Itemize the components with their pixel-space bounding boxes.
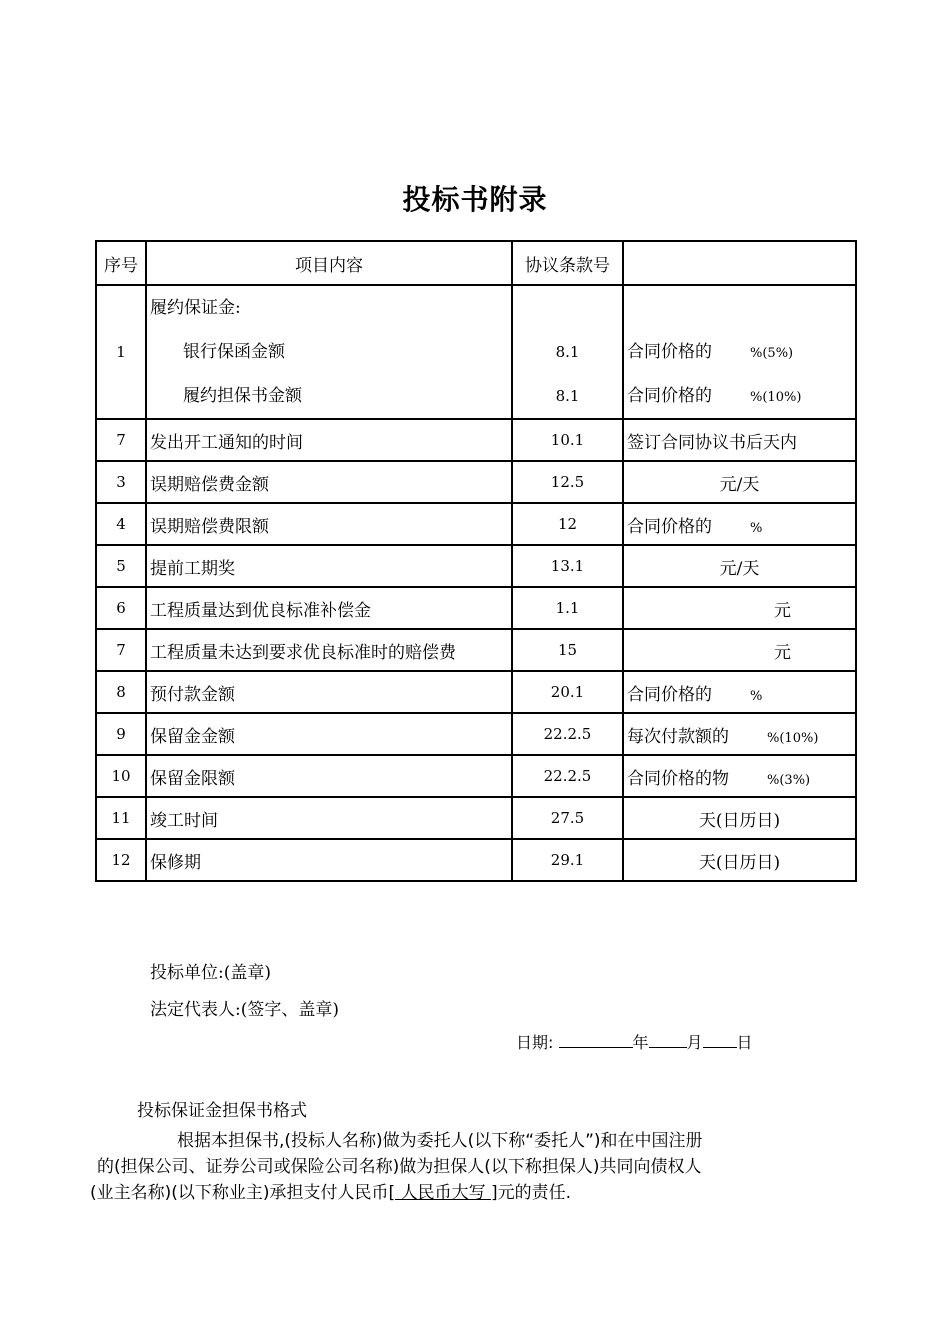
row-value-text: 元/天	[719, 558, 760, 579]
row-value-text: 天(日历日)	[698, 810, 781, 831]
row-no: 7	[96, 629, 146, 671]
header-no: 序号	[96, 241, 146, 285]
table-row	[96, 285, 856, 419]
table-row	[96, 503, 856, 545]
row-clause: 29.1	[512, 839, 623, 881]
row-item: 保留金金额	[146, 713, 512, 755]
row-item: 工程质量达到优良标准补偿金	[146, 587, 512, 629]
row-clause	[512, 285, 623, 419]
row-clause: 10.1	[512, 419, 623, 461]
row-item: 误期赔偿费金额	[146, 461, 512, 503]
row-value	[623, 755, 856, 797]
year-label: 年	[632, 1033, 649, 1052]
row-no: 1	[96, 285, 146, 419]
row-no: 6	[96, 587, 146, 629]
row-no: 12	[96, 839, 146, 881]
row-item-heading: 履约保证金:	[150, 298, 241, 318]
day-label: 日	[736, 1033, 753, 1052]
guarantee-line-3-text: (业主名称)(以下称业主)承担支付人民币	[90, 1183, 389, 1203]
row-clause-value: 8.1	[555, 387, 580, 405]
date-line	[516, 1030, 753, 1053]
row-clause: 1.1	[512, 587, 623, 629]
header-item: 项目内容	[146, 241, 512, 285]
row-value-text: 合同价格的	[627, 516, 712, 537]
row-clause: 22.2.5	[512, 713, 623, 755]
row-item: 误期赔偿费限额	[146, 503, 512, 545]
row-value	[623, 797, 856, 839]
month-blank	[649, 1033, 687, 1048]
row-clause: 12	[512, 503, 623, 545]
row-value-text: 元	[774, 600, 791, 621]
table-row	[96, 797, 856, 839]
row-item: 保留金限额	[146, 755, 512, 797]
row-clause: 13.1	[512, 545, 623, 587]
guarantee-line-2: 的(担保公司、证券公司或保险公司名称)做为担保人(以下称担保人)共同向债权人	[97, 1157, 702, 1177]
year-blank	[559, 1033, 633, 1048]
row-value-text: 元	[774, 642, 791, 663]
row-value	[623, 461, 856, 503]
table-row	[96, 671, 856, 713]
table-row	[96, 461, 856, 503]
row-value-text: 签订合同协议书后天内	[627, 432, 797, 453]
row-clause: 15	[512, 629, 623, 671]
bidder-seal-label: 投标单位:(盖章)	[150, 963, 271, 983]
row-no: 8	[96, 671, 146, 713]
table-header-row	[96, 241, 856, 285]
guarantee-line-3	[90, 1180, 850, 1206]
legal-rep-label: 法定代表人:(签字、盖章)	[150, 1000, 339, 1020]
row-value-text: 合同价格的	[627, 684, 712, 705]
row-value-percent: %(3%)	[767, 772, 811, 788]
row-value-text: 每次付款额的	[627, 726, 729, 747]
table-row	[96, 629, 856, 671]
row-value	[623, 839, 856, 881]
row-item: 发出开工通知的时间	[146, 419, 512, 461]
table-row	[96, 545, 856, 587]
row-no: 7	[96, 419, 146, 461]
date-label: 日期:	[516, 1033, 554, 1052]
row-no: 9	[96, 713, 146, 755]
row-no: 4	[96, 503, 146, 545]
row-value-text: 合同价格的	[627, 342, 712, 362]
row-value	[623, 503, 856, 545]
row-no: 10	[96, 755, 146, 797]
row-item: 保修期	[146, 839, 512, 881]
row-value	[623, 671, 856, 713]
header-clause: 协议条款号	[512, 241, 623, 285]
row-value-percent: %	[750, 688, 763, 704]
row-value-text: 合同价格的	[627, 386, 712, 406]
row-item-subitem: 银行保函金额	[183, 342, 285, 362]
row-value	[623, 587, 856, 629]
row-no: 3	[96, 461, 146, 503]
row-value-percent: %(5%)	[750, 346, 794, 361]
row-value	[623, 419, 856, 461]
table-row	[96, 839, 856, 881]
page-title: 投标书附录	[402, 183, 548, 216]
table-row	[96, 755, 856, 797]
row-clause: 22.2.5	[512, 755, 623, 797]
row-value-text: 天(日历日)	[698, 852, 781, 873]
day-blank	[703, 1033, 737, 1048]
row-clause-value: 8.1	[555, 343, 580, 361]
guarantee-heading: 投标保证金担保书格式	[137, 1101, 307, 1121]
row-item: 工程质量未达到要求优良标准时的赔偿费	[146, 629, 512, 671]
row-clause: 12.5	[512, 461, 623, 503]
guarantee-line-3-end: 元的责任.	[497, 1183, 572, 1203]
row-clause: 27.5	[512, 797, 623, 839]
table-row	[96, 419, 856, 461]
table-row	[96, 713, 856, 755]
row-item: 预付款金额	[146, 671, 512, 713]
row-value	[623, 285, 856, 419]
row-value-percent: %(10%)	[767, 730, 819, 746]
row-value-percent: %	[750, 520, 763, 536]
header-value	[623, 241, 856, 285]
guarantee-line-1: 根据本担保书,(投标人名称)做为委托人(以下称“委托人”)和在中国注册	[177, 1131, 703, 1151]
row-item: 提前工期奖	[146, 545, 512, 587]
row-item	[146, 285, 512, 419]
row-value	[623, 545, 856, 587]
row-no: 11	[96, 797, 146, 839]
row-value-text: 元/天	[719, 474, 760, 495]
row-value-percent: %(10%)	[750, 390, 802, 405]
row-clause: 20.1	[512, 671, 623, 713]
row-item: 竣工时间	[146, 797, 512, 839]
row-no: 5	[96, 545, 146, 587]
month-label: 月	[686, 1033, 703, 1052]
table-row	[96, 587, 856, 629]
row-value	[623, 713, 856, 755]
amount-blank: [ 人民币大写 ]	[388, 1183, 498, 1203]
row-item-subitem: 履约担保书金额	[183, 386, 302, 406]
row-value-text: 合同价格的物	[627, 768, 729, 789]
row-value	[623, 629, 856, 671]
table-body	[96, 419, 856, 881]
appendix-table	[95, 240, 857, 882]
